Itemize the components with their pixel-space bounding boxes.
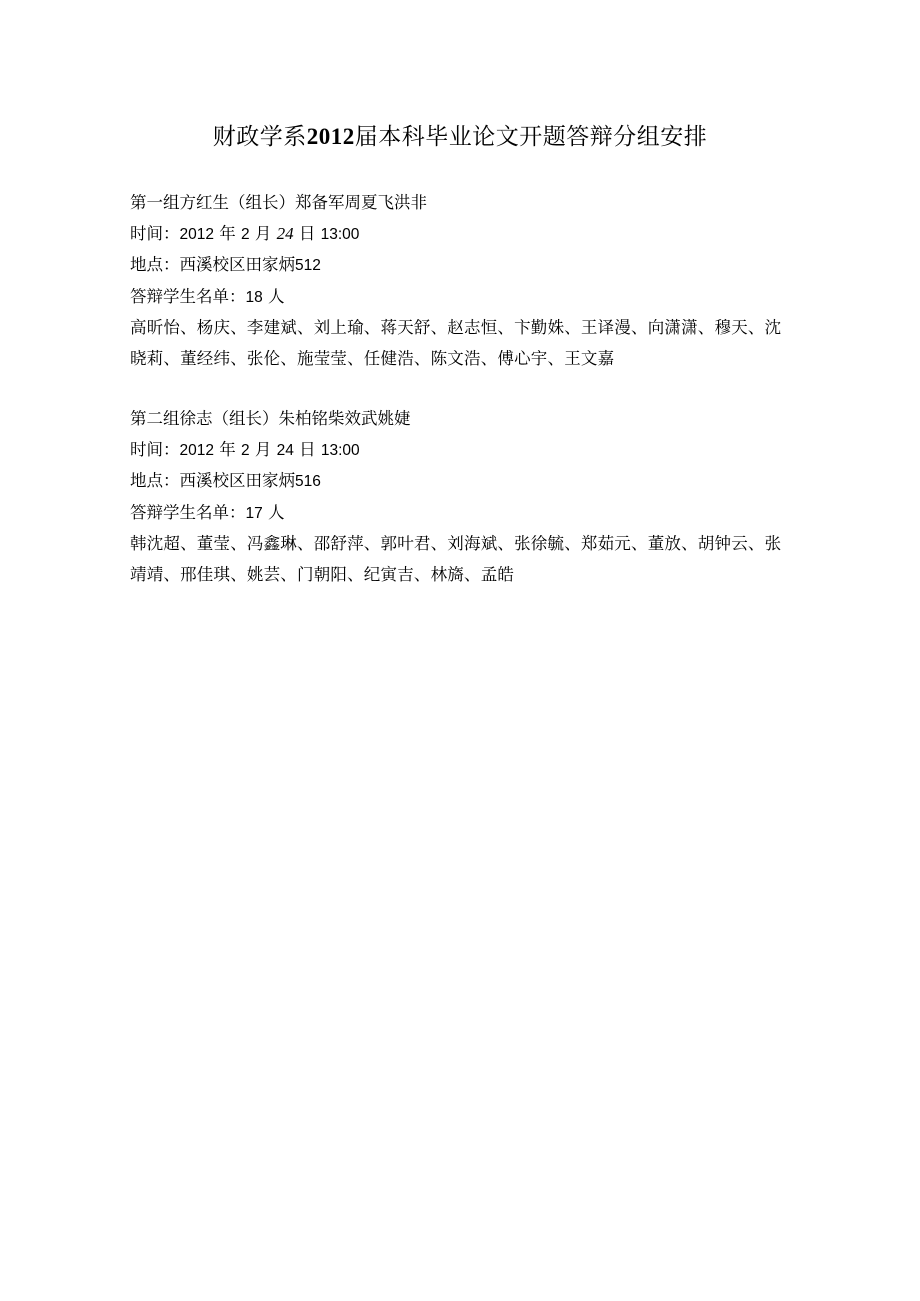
group-2-time-month: 2 — [240, 441, 250, 459]
group-2-time-label: 时间： — [130, 439, 180, 459]
group-1-time-month-unit: 月 — [249, 223, 277, 243]
group-2-time-clock: 13:00 — [320, 441, 360, 459]
group-1-roster — [130, 282, 790, 314]
group-1-place-label: 地点：西溪校区田家炳 — [130, 255, 295, 274]
group-2-time-day-unit: 日 — [293, 439, 321, 459]
group-1-time-year-unit: 年 — [213, 223, 241, 243]
document-title — [0, 120, 920, 154]
group-1-time — [130, 219, 790, 251]
group-1-time-year: 2012 — [179, 225, 214, 243]
group-1-time-clock: 13:00 — [320, 225, 360, 243]
group-2-header: 第二组徐志（组长）朱柏铭柴效武姚婕 — [130, 409, 411, 428]
group-1-place-room: 512 — [295, 257, 321, 274]
group-2-roster — [130, 498, 790, 530]
group-2-roster-unit: 人 — [262, 502, 285, 522]
group-1-time-day-unit: 日 — [293, 223, 321, 243]
group-2-time-month-unit: 月 — [249, 439, 277, 459]
group-2-place-room: 516 — [295, 473, 321, 490]
group-1-place — [130, 250, 790, 282]
title-prefix: 财政学系 — [212, 124, 307, 150]
group-1-student-list: 高昕怡、杨庆、李建斌、刘上瑜、蒋天舒、赵志恒、卞勤姝、王译漫、向潇潇、穆天、沈晓莉、董经纬、张伦、施莹莹、任健浩、陈文浩、傅心宇、王文嘉 — [130, 318, 782, 368]
title-year: 2012 — [306, 124, 355, 149]
group-2-section — [130, 404, 790, 590]
group-2-time-year-unit: 年 — [213, 439, 241, 459]
group-1-header: 第一组方红生（组长）郑备军周夏飞洪非 — [130, 193, 427, 212]
group-2-time — [130, 435, 790, 467]
group-2-roster-count: 17 — [245, 504, 263, 522]
group-1-time-day: 24 — [276, 223, 294, 243]
title-suffix: 届本科毕业论文开题答辩分组安排 — [354, 124, 708, 150]
group-2-roster-label: 答辩学生名单： — [130, 502, 246, 522]
group-1-time-label: 时间： — [130, 223, 180, 243]
group-2-time-year: 2012 — [179, 441, 214, 459]
group-1-section — [130, 188, 790, 374]
group-2-place — [130, 466, 790, 498]
group-1-roster-label: 答辩学生名单： — [130, 286, 246, 306]
group-2-student-list: 韩沈超、董莹、冯鑫琳、邵舒萍、郭叶君、刘海斌、张徐毓、郑茹元、董放、胡钟云、张靖靖、邢佳琪、姚芸、门朝阳、纪寅吉、林旖、孟皓 — [130, 534, 782, 584]
group-1-roster-count: 18 — [245, 288, 263, 306]
group-2-time-day: 24 — [276, 441, 294, 459]
group-1-time-month: 2 — [240, 225, 250, 243]
group-2-place-label: 地点：西溪校区田家炳 — [130, 471, 295, 490]
group-1-roster-unit: 人 — [262, 286, 285, 306]
